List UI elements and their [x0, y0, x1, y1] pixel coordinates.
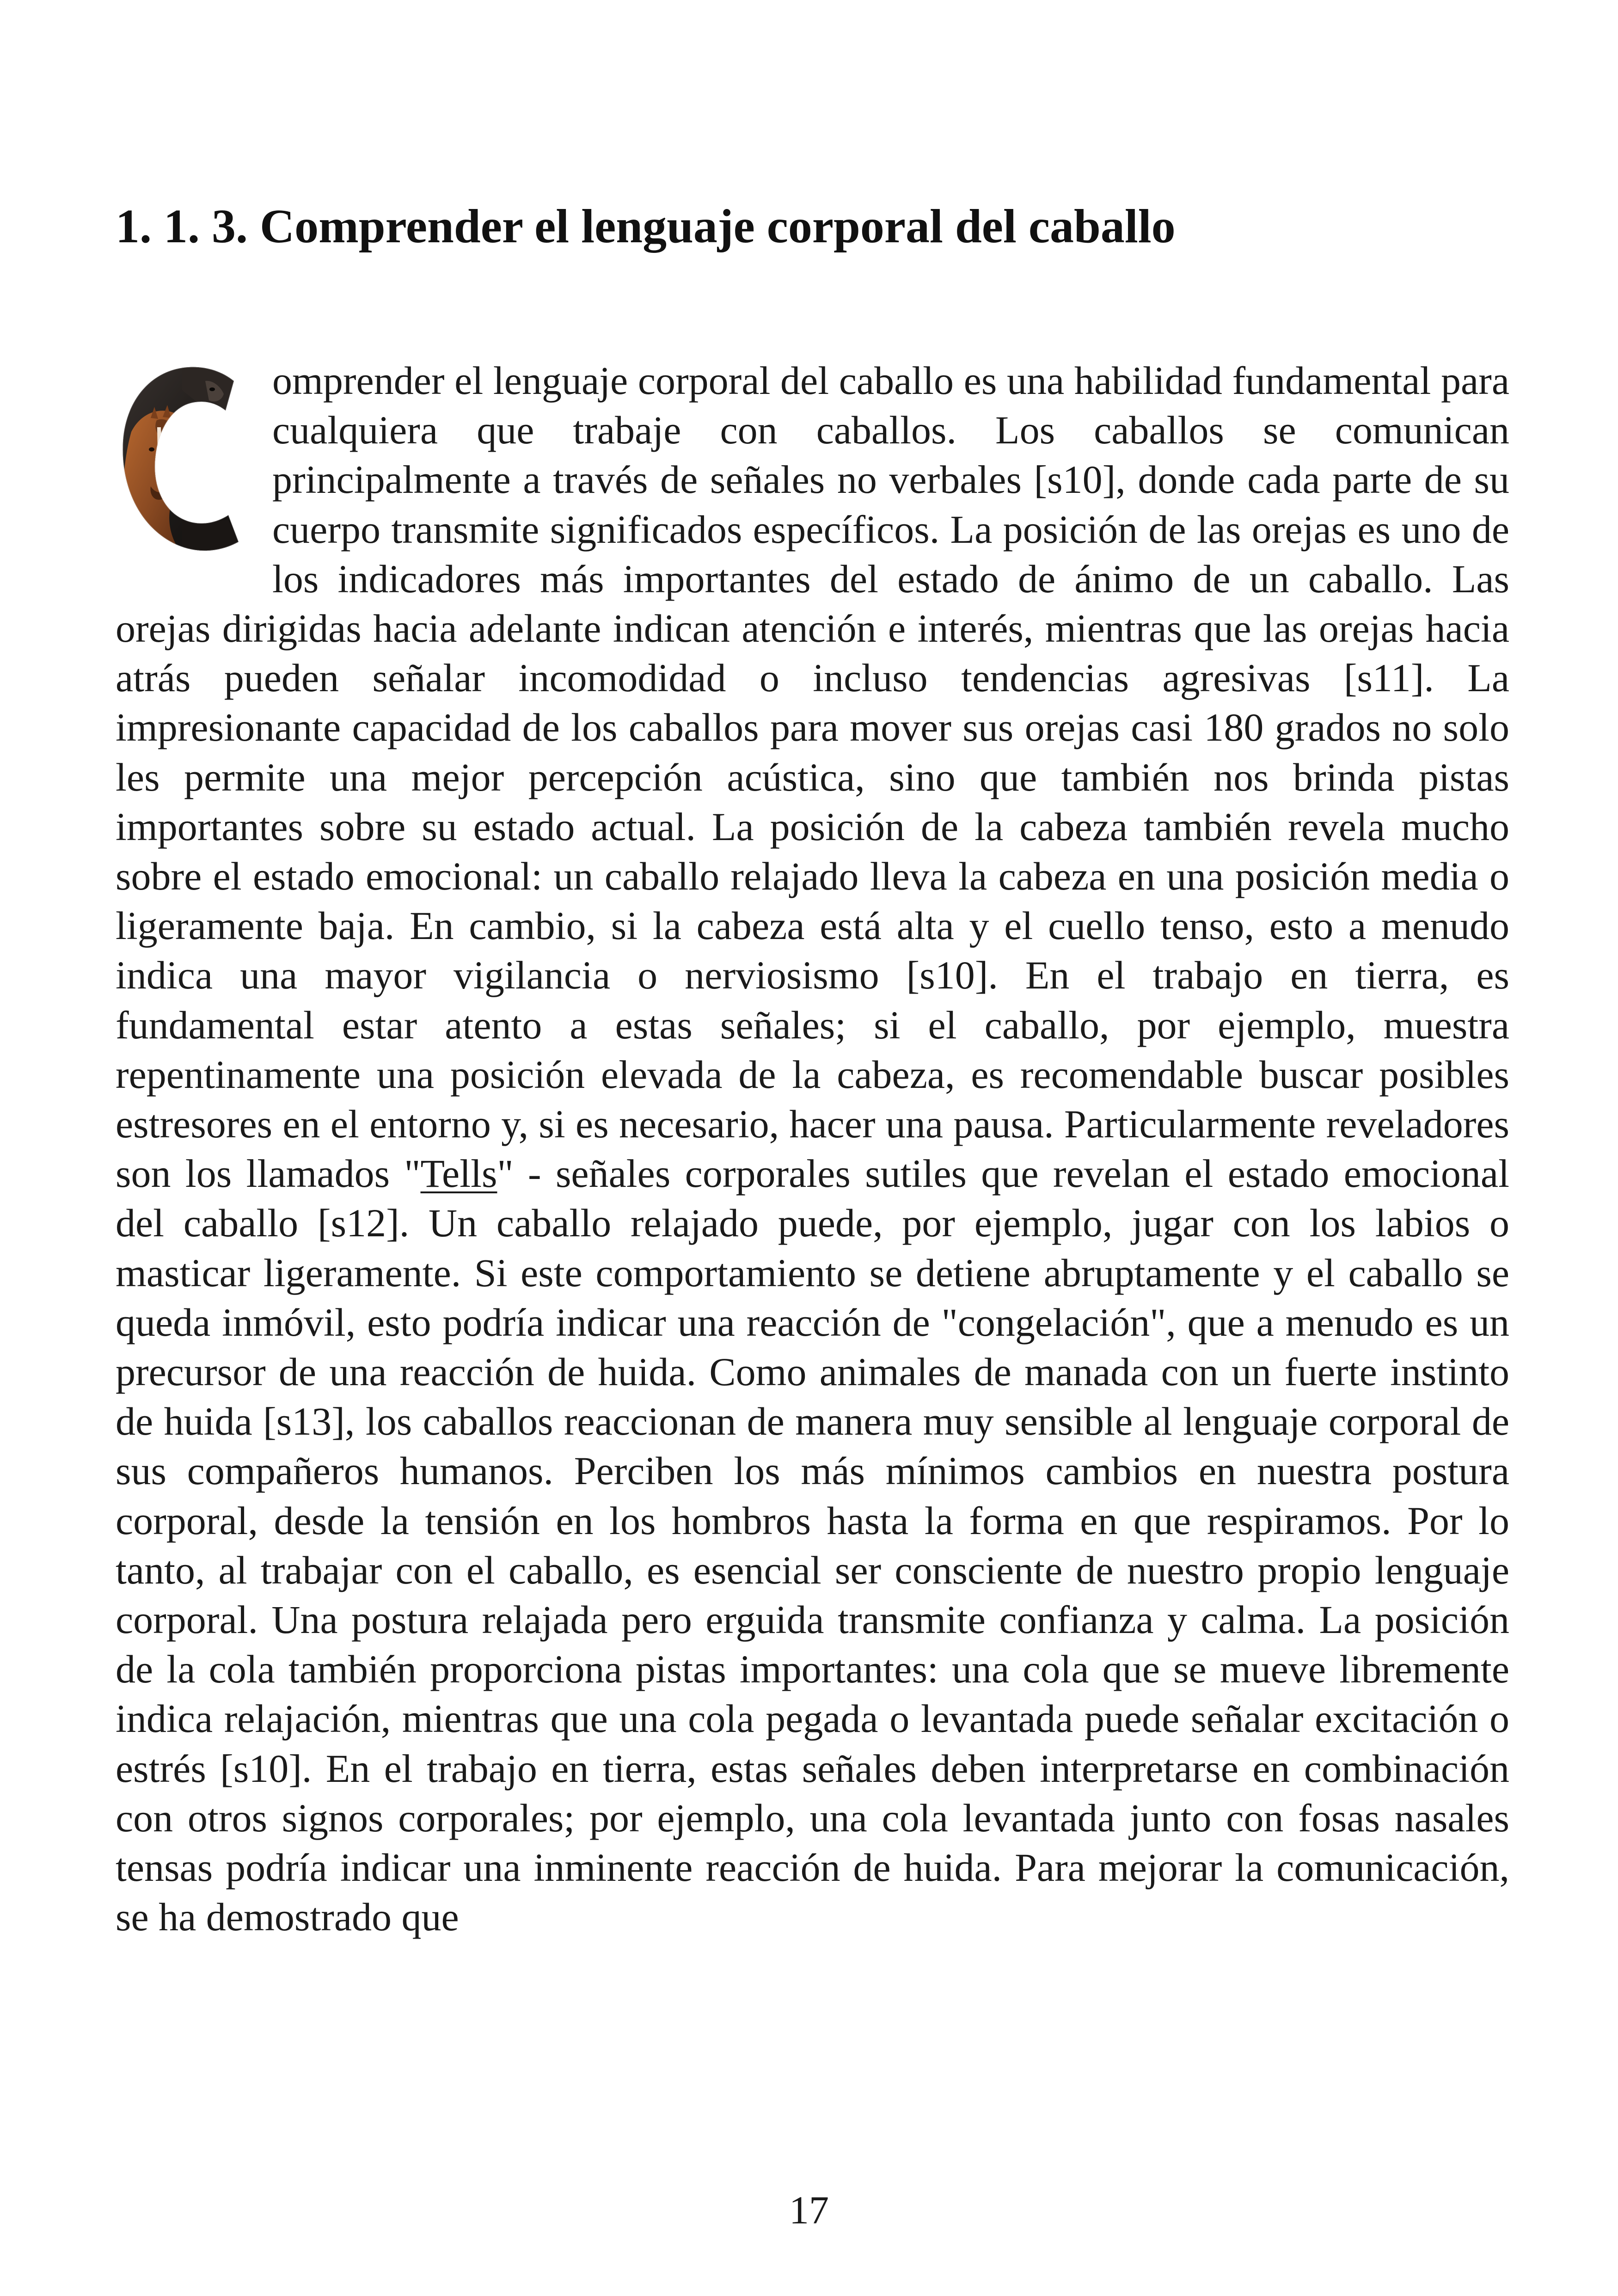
tells-link[interactable]: Tells: [420, 1151, 497, 1196]
first-word-rest: omprender: [272, 358, 445, 403]
section-heading: 1. 1. 3. Comprender el lenguaje corporal del caballo: [116, 200, 1176, 253]
page-number: 17: [789, 2188, 829, 2232]
paragraph-text-part-2: " - señales corporales sutiles que revelan el estado emocional del caballo [s12]. Un caballo relajado puede, por ejemplo, jugar con los labios o masticar ligeramente. Si este comportamiento se detiene abruptamente y el caballo se queda inmóvil, esto podría indicar una reacción de "congelación", que a menudo es un precursor de una reacción de huida. Como animales de manada con un fuerte instinto de huida [s13], los caballos reaccionan de manera muy sensible al lenguaje corporal de sus compañeros humanos. Perciben los más mínimos cambios en nuestra postura corporal, desde la tensión en los hombros hasta la forma en que respiramos. Por lo tanto, al trabajar con el caballo, es esencial ser consciente de nuestro propio lenguaje corporal. Una postura relajada pero erguida transmite confianza y calma. La posición de la cola también proporciona pistas importantes: una cola que se mueve libremente indica relajación, mientras que una cola pegada o levantada puede señalar excitación o estrés [s10]. En el trabajo en tierra, estas señales deben interpretarse en combinación con otros signos corporales; por ejemplo, una cola levantada junto con fosas nasales tensas podría indicar una inminente reacción de huida. Para mejorar la comunicación, se ha demostrado que: [116, 1151, 1509, 1940]
body-paragraph: [116, 356, 1509, 1942]
paragraph-text-part-1: el lenguaje corporal del caballo es una habilidad fundamental para cualquiera que trabaje con caballos. Los caballos se comunican principalmente a través de señales no verbales [s10], donde cada parte de su cuerpo transmite significados específicos. La posición de las orejas es uno de los indicadores más importantes del estado de ánimo de un caballo. Las orejas dirigidas hacia adelante indican atención e interés, mientras que las orejas hacia atrás pueden señalar incomodidad o incluso tendencias agresivas [s11]. La impresionante capacidad de los caballos para mover sus orejas casi 180 grados no solo les permite una mejor percepción acústica, sino que también nos brinda pistas importantes sobre su estado actual. La posición de la cabeza también revela mucho sobre el estado emocional: un caballo relajado lleva la cabeza en una posición media o ligeramente baja. En cambio, si la cabeza está alta y el cuello tenso, esto a menudo indica una mayor vigilancia o nerviosismo [s10]. En el trabajo en tierra, es fundamental estar atento a estas señales; si el caballo, por ejemplo, muestra repentinamente una posición elevada de la cabeza, es recomendable buscar posibles estresores en el entorno y, si es necesario, hacer una pausa. Particularmente reveladores son los llamados ": [116, 358, 1509, 1196]
dropcap-horse-letter-icon: [113, 362, 261, 556]
